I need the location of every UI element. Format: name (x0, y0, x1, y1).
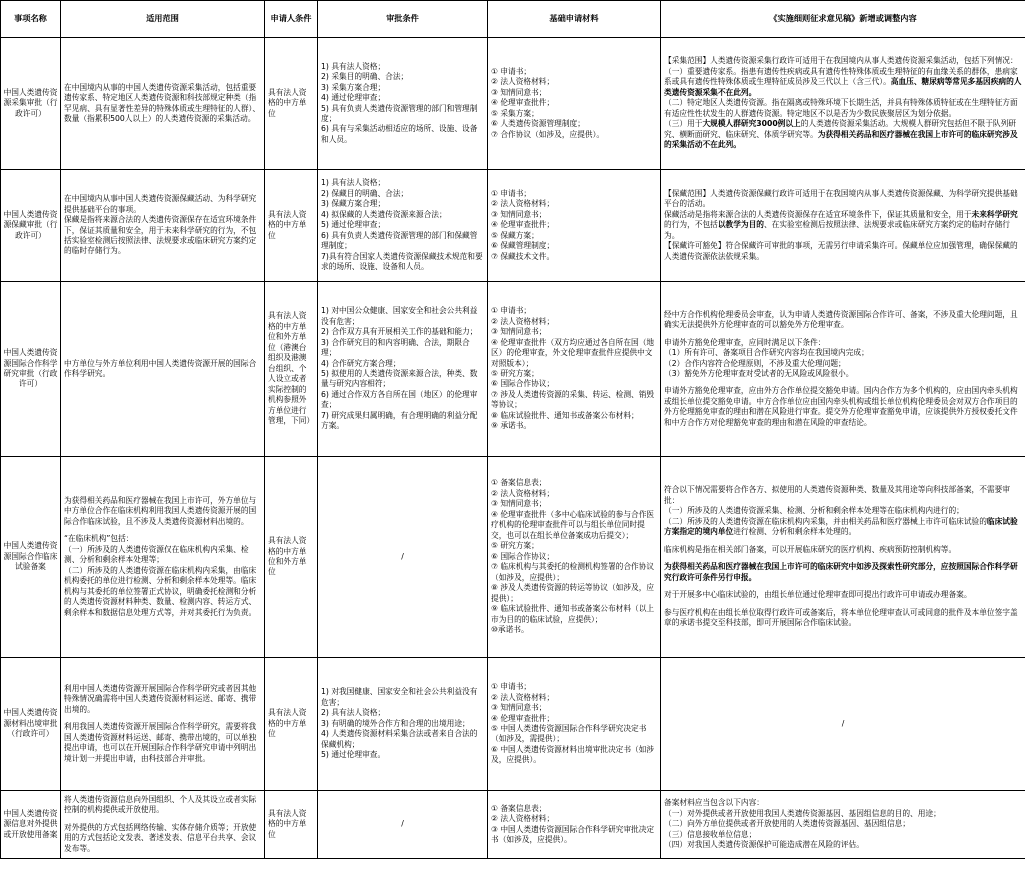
materials-cell (488, 170, 661, 282)
condition-line: 6) 通过合作双方各自所在国（地区）的伦理审查； (321, 389, 478, 410)
material-line: ④ 伦理审查批件； (491, 98, 555, 108)
text-run: （一）对外提供或者开放使用我国人类遗传资源基因、基因组信息的目的、用途； (664, 808, 941, 818)
scope-paragraph: 对外提供的方式包括网络传输、实体存储介质等；开放使用的方式包括论文发表、著述发表、信息平台共享、会议发布等。 (64, 822, 257, 853)
item-name-cell: 中国人类遗传资源国际合作临床试验备案 (1, 457, 61, 658)
material-line: ③ 知情同意书； (491, 499, 547, 509)
condition-line: 1) 具有法人资格； (321, 61, 386, 71)
bold-text: 大规模人群研究3000例以上 (702, 119, 801, 129)
conditions-cell (318, 658, 488, 791)
material-line: ① 申请书； (491, 66, 532, 76)
item-name-cell: 中国人类遗传资源保藏审批（行政许可） (1, 170, 61, 282)
material-line: ③ 知情同意书； (491, 703, 547, 713)
table-row (1, 791, 1025, 859)
material-line: ⑧ 临床试验批件、通知书或备案公布材料； (491, 410, 639, 420)
table-body (1, 38, 1025, 859)
materials-cell (488, 38, 661, 170)
material-line: ⑩承诺书。 (491, 625, 529, 635)
change-paragraph (664, 369, 1022, 379)
condition-line: 1) 具有法人资格； (321, 178, 386, 188)
change-paragraph (664, 331, 1022, 338)
material-line: ④ 伦理审查批件（双方均应通过各自所在国（地区）的伦理审查，外文伦理审查批件应提供中文对照版本）； (491, 337, 655, 368)
text-run: 参与医疗机构在由组长单位取得行政许可或备案后，将本单位伦理审查认可或同意的批件及本单位签字盖章的承诺书提交至科技部，即可开展国际合作临床试验。 (664, 607, 1018, 628)
text-run: （三）信息接收单位信息； (664, 829, 757, 839)
item-name-cell: 中国人类遗传资源信息对外提供或开放使用备案 (1, 791, 61, 859)
text-run: 的人类遗传资源采集活动。大规模人群研究包括但不限于队列研究、横断面研究、临床研究、体质学研究等。 (664, 119, 1016, 139)
change-paragraph (664, 241, 1022, 262)
scope-paragraph: 保藏是指将来源合法的人类遗传资源保存在适宜环境条件下，保证其质量和安全，用于未来科学研究的行为，不包括实验室检测后按照法律、法规要求或临床研究方案约定的临时存储行为。 (64, 215, 257, 256)
change-paragraph (664, 798, 1022, 808)
condition-line: 3) 保藏方案合理； (321, 199, 386, 209)
table-row (1, 658, 1025, 791)
text-run: 对于开展多中心临床试验的，由组长单位通过伦理审查即可提出行政许可申请或办理备案。 (664, 590, 972, 600)
condition-line: 7) 研究成果归属明确，有合理明确的利益分配方案。 (321, 410, 478, 431)
material-line: ⑦ 临床机构与其委托的检测机构签署的合作协议（如涉及，应提供）； (491, 562, 655, 582)
scope-cell (61, 170, 265, 282)
condition-line: 4) 合作研究方案合理； (321, 358, 401, 368)
change-paragraph (664, 359, 1022, 369)
changes-cell (661, 658, 1025, 791)
material-line: ⑦ 保藏技术文件。 (491, 251, 555, 261)
applicant-cell: 具有法人资格的中方单位和外方单位（港澳台组织及港澳台组织、个人设立或者实际控制的机构参照外方单位进行管理，下同） (265, 282, 318, 457)
scope-cell (61, 282, 265, 457)
material-line: ④ 伦理审查批件； (491, 220, 555, 230)
condition-line: 6) 具有负责人类遗传资源管理的部门和保藏管理制度； (321, 230, 478, 251)
change-paragraph (664, 840, 1022, 850)
condition-line: 1) 对中国公众健康、国家安全和社会公共利益没有危害； (321, 306, 478, 326)
condition-line: 4) 人类遗传资源材料采集合法或者来自合法的保藏机构； (321, 729, 478, 749)
material-line: ② 法人资格材料； (491, 316, 555, 326)
materials-cell (488, 457, 661, 658)
text-run: 【采集范围】人类遗传资源采集行政许可适用于在我国境内从事人类遗传资源采集活动，包括下列情况： (664, 56, 1018, 66)
material-line: ② 法人资格材料； (491, 77, 555, 87)
table-row (1, 282, 1025, 457)
table-row (1, 457, 1025, 658)
changes-cell (661, 282, 1025, 457)
applicant-cell: 具有法人资格的中方单位 (265, 170, 318, 282)
text-run: 【保藏范围】人类遗传资源保藏行政许可适用于在我国境内从事人类遗传资源保藏、为科学研究提供基础平台的活动。 (664, 188, 1018, 209)
text-run: 申请外方豁免伦理审查，应由外方合作单位提交豁免申请。国内合作方为多个机构的，应由国内牵头机构或组长单位提交豁免申请。中方合作单位应由国内牵头机构或组长单位机构伦理委员会对双方合作项目的外方伦理豁免审查的理由和潜在风险进行审查。提交外方伦理审查豁免申请，应该提供外方授权委托文件和中方合作方对伦理豁免审查的理由和潜在风险的审查结论。 (664, 386, 1018, 427)
table-row (1, 170, 1025, 282)
material-line: ③ 知情同意书； (491, 209, 547, 219)
material-line: ⑨ 临床试验批件、通知书或备案公布材料（以上市为目的的临床试验，应提供）； (491, 604, 655, 624)
text-run: 的行为，不包括 (664, 220, 718, 230)
bold-text: 为获得相关药品和医疗器械在我国上市许可的临床研究中如涉及探索性研究部分，应按照国际合作科学研究行政许可条件另行申报。 (664, 562, 1018, 582)
condition-line: 6) 具有与采集活动相适应的场所、设施、设备和人员。 (321, 124, 478, 144)
change-paragraph (664, 562, 1022, 583)
changes-cell (661, 457, 1025, 658)
change-paragraph (664, 506, 1022, 516)
material-line: ⑥ 国际合作协议； (491, 551, 555, 561)
change-paragraph (664, 485, 1022, 506)
bold-text: 临床试验方案指定的境内单位 (664, 516, 1018, 537)
bold-text: 未来科学研究 (971, 209, 1018, 219)
scope-paragraph: 中方单位与外方单位利用中国人类遗传资源开展的国际合作科学研究。 (64, 358, 257, 378)
header-row (1, 1, 1025, 38)
material-line: ③ 知情同意书； (491, 87, 547, 97)
text-run: 备案材料应当包含以下内容： (664, 798, 764, 808)
condition-line: 4) 拟保藏的人类遗传资源来源合法； (321, 209, 447, 219)
text-run: （3）豁免外方伦理审查对受试者的无风险或风险很小。 (664, 369, 854, 378)
material-line: ⑥ 保藏管理制度； (491, 241, 555, 251)
scope-paragraph: 将人类遗传资源信息向外国组织、个人及其设立或者实际控制的机构提供或开放使用。 (64, 794, 257, 815)
condition-line: 3) 合作研究目的和内容明确、合法，期限合理； (321, 337, 470, 358)
condition-line: 5) 通过伦理审查。 (321, 750, 386, 760)
change-paragraph (664, 119, 1022, 150)
material-line: ⑤ 采集方案； (491, 108, 539, 118)
change-paragraph (664, 67, 1022, 98)
header-conditions: 审批条件 (318, 1, 488, 38)
material-line: ① 申请书； (491, 682, 532, 692)
changes-cell (661, 38, 1025, 170)
change-paragraph (664, 545, 1022, 555)
materials-cell (488, 791, 661, 859)
material-line: ① 申请书； (491, 188, 532, 198)
condition-line: 5) 拟使用的人类遗传资源来源合法，种类、数量与研究内容相符； (321, 369, 478, 389)
change-paragraph (664, 310, 1022, 331)
conditions-cell (318, 791, 488, 859)
changes-cell (661, 791, 1025, 859)
material-line: ② 法人资格材料； (491, 199, 555, 209)
text-run: （四）对我国人类遗传资源保护可能造成潜在风险的评估。 (664, 840, 864, 850)
condition-line: / (401, 551, 404, 561)
material-line: ② 法人资格材料； (491, 814, 555, 824)
material-line: ⑤ 中国人类遗传资源国际合作科学研究决定书（如涉及，需提供）； (491, 724, 647, 744)
text-run: / (841, 718, 845, 728)
change-paragraph (664, 189, 1022, 210)
material-line: ① 备案信息表； (491, 478, 547, 488)
bold-text: 高血压、糖尿病等常见多基因疾病的人类遗传资源采集不在此列。 (664, 77, 1022, 97)
conditions-cell (318, 457, 488, 658)
text-run: 、在实验室检测后按照法律、法规要求或临床研究方案约定的临时存储行为。 (664, 220, 1010, 240)
material-line: ⑦ 涉及人类遗传资源的采集、转运、检测、销毁等协议； (491, 389, 655, 410)
header-applicant: 申请人条件 (265, 1, 318, 38)
condition-line: 3) 采集方案合理； (321, 82, 386, 92)
header-materials: 基础申请材料 (488, 1, 661, 38)
change-paragraph (664, 210, 1022, 241)
condition-line: 2) 保藏目的明确、合法； (321, 188, 409, 198)
scope-paragraph: 利用中国人类遗传资源开展国际合作科学研究或者因其他特殊情况确需将中国人类遗传资源材料运送、邮寄、携带出境的。 (64, 683, 257, 714)
conditions-cell (318, 282, 488, 457)
text-run: 符合以下情况需要将合作各方、拟使用的人类遗传资源种类、数量及其用途等向科技部备案，不需要审批： (664, 485, 1010, 505)
change-paragraph (664, 809, 1022, 819)
applicant-cell: 具有法人资格的中方单位 (265, 791, 318, 859)
text-run: （三）用于 (664, 119, 703, 129)
condition-line: 2) 采集目的明确、合法； (321, 72, 409, 82)
scope-paragraph: “在临床机构”包括： (64, 534, 134, 544)
change-paragraph (664, 819, 1022, 829)
condition-line: / (401, 819, 404, 829)
text-run: 保藏活动是指将来源合法的人类遗传资源保存在适宜环境条件下，保证其质量和安全，用于 (664, 209, 972, 219)
item-name-cell: 中国人类遗传资源采集审批（行政许可） (1, 38, 61, 170)
item-name-cell: 中国人类遗传资源材料出境审批（行政许可） (1, 658, 61, 791)
change-paragraph (664, 338, 1022, 348)
scope-paragraph: （二）所涉及的人类遗传资源在临床机构内采集，由临床机构委托的单位进行检测、分析和剩余样本处理等。临床机构与其委托的单位签署正式协议，明确委托检测和分析的人类遗传资源材料种类、数量、检测内容、转运方式、剩余样本和数据信息处理方式等，并对其委托行为负责。 (64, 565, 257, 617)
text-run: （二）特定地区人类遗传资源。指在隔离或特殊环境下长期生活，并具有特殊体质特征或在生理特征方面有适应性性状发生的人群遗传资源。特定地区不以是否为少数民族聚居区为划分依据。 (664, 98, 1018, 118)
change-paragraph (664, 56, 1022, 66)
scope-paragraph (64, 816, 261, 823)
material-line: ⑨ 承诺书。 (491, 421, 532, 431)
text-run: （一）所涉及的人类遗传资源采集、检测、分析和剩余样本处理等在临床机构内进行的； (664, 506, 964, 516)
scope-cell (61, 791, 265, 859)
text-run: （二）向外方单位提供或者开放使用的人类遗传资源基因、基因组信息； (664, 819, 911, 829)
material-line: ⑦ 合作协议（如涉及，应提供）。 (491, 129, 605, 139)
condition-line: 7)具有符合国家人类遗传资源保藏技术规范和要求的场所、设施、设备和人员。 (321, 251, 483, 272)
material-line: ⑤ 研究方案； (491, 541, 539, 551)
bold-text: 以教学为目的 (717, 220, 764, 230)
change-paragraph (664, 830, 1022, 840)
condition-line: 4) 通过伦理审查； (321, 93, 386, 103)
scope-paragraph: 为获得相关药品和医疗器械在我国上市许可，外方单位与中方单位合作在临床机构利用我国人类遗传资源开展的国际合作临床试验，且不涉及人类遗传资源材料出境的。 (64, 495, 257, 526)
material-line: ⑥ 人类遗传资源管理制度； (491, 119, 585, 129)
applicant-cell: 具有法人资格的中方单位 (265, 658, 318, 791)
material-line: ③ 中国人类遗传资源国际合作科学研究审批决定书（如涉及，应提供）。 (491, 824, 655, 844)
text-run: 【保藏许可豁免】符合保藏许可审批的事项，无需另行申请采集许可。保藏单位应加强管理，确保保藏的人类遗传资源依法依规采集。 (664, 241, 1018, 261)
materials-cell (488, 282, 661, 457)
material-line: ① 备案信息表； (491, 803, 547, 813)
change-paragraph (664, 538, 1022, 545)
condition-line: 1) 对我国健康、国家安全和社会公共利益没有危害； (321, 687, 478, 707)
change-paragraph (664, 601, 1022, 608)
scope-cell (61, 457, 265, 658)
applicant-cell: 具有法人资格的中方单位 (265, 38, 318, 170)
text-run: （2）合作内容符合伦理原则，不涉及重大伦理问题； (664, 358, 846, 368)
bold-text: 为获得相关药品和医疗器械在我国上市许可的临床研究涉及的采集活动不在此列。 (664, 129, 1018, 150)
text-run: 临床机构是指在相关部门备案，可以开展临床研究的医疗机构、疾病预防控制机构等。 (664, 544, 957, 554)
material-line: ⑥ 国际合作协议； (491, 379, 555, 389)
text-run: 进行检测、分析和剩余样本处理的。 (733, 527, 857, 537)
header-item-name: 事项名称 (1, 1, 61, 38)
conditions-cell (318, 38, 488, 170)
scope-paragraph: （一）所涉及的人类遗传资源仅在临床机构内采集、检测、分析和剩余样本处理等； (64, 544, 249, 565)
change-paragraph (664, 590, 1022, 600)
item-name-cell: 中国人类遗传资源国际合作科学研究审批（行政许可） (1, 282, 61, 457)
conditions-cell (318, 170, 488, 282)
header-changes: 《实施细则征求意见稿》新增或调整内容 (661, 1, 1025, 38)
scope-cell (61, 38, 265, 170)
materials-cell (488, 658, 661, 791)
condition-line: 5) 具有负责人类遗传资源管理的部门和管理制度； (321, 103, 478, 123)
material-line: ④ 伦理审查批件（多中心临床试验的参与合作医疗机构的伦理审查批件可以与组长单位同时提交，也可以在组长单位备案成功后提交）； (491, 509, 655, 540)
condition-line: 3) 有明确的境外合作方和合理的出境用途； (321, 718, 470, 728)
text-run: 申请外方豁免伦理审查，应同时满足以下条件： (664, 337, 826, 347)
change-paragraph (664, 608, 1022, 629)
text-run: （1）所有许可、备案项目合作研究内容均在我国境内完成； (664, 348, 869, 358)
scope-paragraph: 利用我国人类遗传资源开展国际合作科学研究，需要将我国人类遗传资源材料运送、邮寄、携带出境的，可以单独提出申请，也可以在开展国际合作科学研究申请中列明出境计划一并提出申请，由科技部合并审批。 (64, 722, 257, 763)
condition-line: 2) 具有法人资格； (321, 708, 386, 718)
material-line: ⑧ 涉及人类遗传资源的转运等协议（如涉及，应提供）； (491, 583, 655, 603)
header-scope: 适用范围 (61, 1, 265, 38)
changes-cell (661, 170, 1025, 282)
text-run: 经中方合作机构伦理委员会审查，认为申请人类遗传资源国际合作许可、备案，不涉及重大伦理问题，且确实无法提供外方伦理审查的可以豁免外方伦理审查。 (664, 309, 1018, 330)
material-line: ① 申请书； (491, 306, 532, 316)
scope-cell (61, 658, 265, 791)
change-paragraph (664, 98, 1022, 119)
text-run: （一）重要遗传家系。指患有遗传性疾病或具有遗传性特殊体质或生理特征的有血缘关系的群体，患病家系或具有遗传性特殊体质或生理特征成员涉及三代以上（含三代）。 (664, 66, 1018, 87)
change-paragraph (664, 517, 1022, 538)
text-run: （二）所涉及的人类遗传资源在临床机构内采集，并由相关药品和医疗器械上市许可临床试验的 (664, 516, 987, 526)
change-paragraph (664, 386, 1022, 428)
applicant-cell: 具有法人资格的中方单位和外方单位 (265, 457, 318, 658)
material-line: ④ 伦理审查批件； (491, 713, 555, 723)
change-paragraph (664, 348, 1022, 358)
material-line: ⑥ 中国人类遗传资源材料出境审批决定书（如涉及，应提供）。 (491, 744, 655, 765)
material-line: ⑤ 研究方案； (491, 369, 539, 378)
change-paragraph (664, 719, 1022, 729)
scope-paragraph: 在中国境内从事的中国人类遗传资源采集活动，包括重要遗传家系、特定地区人类遗传资源和科技部规定种类（指罕见病、具有显著性差异的特殊体质或生理特征的人群）、数量（指累积500人以上）的人类遗传资源的采集活动。 (64, 82, 261, 123)
material-line: ③ 知情同意书； (491, 327, 547, 337)
condition-line: 2) 合作双方具有开展相关工作的基础和能力； (321, 327, 478, 337)
material-line: ⑤ 保藏方案； (491, 230, 539, 240)
condition-line: 5) 通过伦理审查； (321, 220, 386, 230)
material-line: ② 法人资格材料； (491, 692, 555, 702)
scope-paragraph: 在中国境内从事中国人类遗传资源保藏活动、为科学研究提供基础平台的事项。 (64, 194, 257, 214)
table-row (1, 38, 1025, 170)
material-line: ② 法人资格材料； (491, 488, 555, 498)
